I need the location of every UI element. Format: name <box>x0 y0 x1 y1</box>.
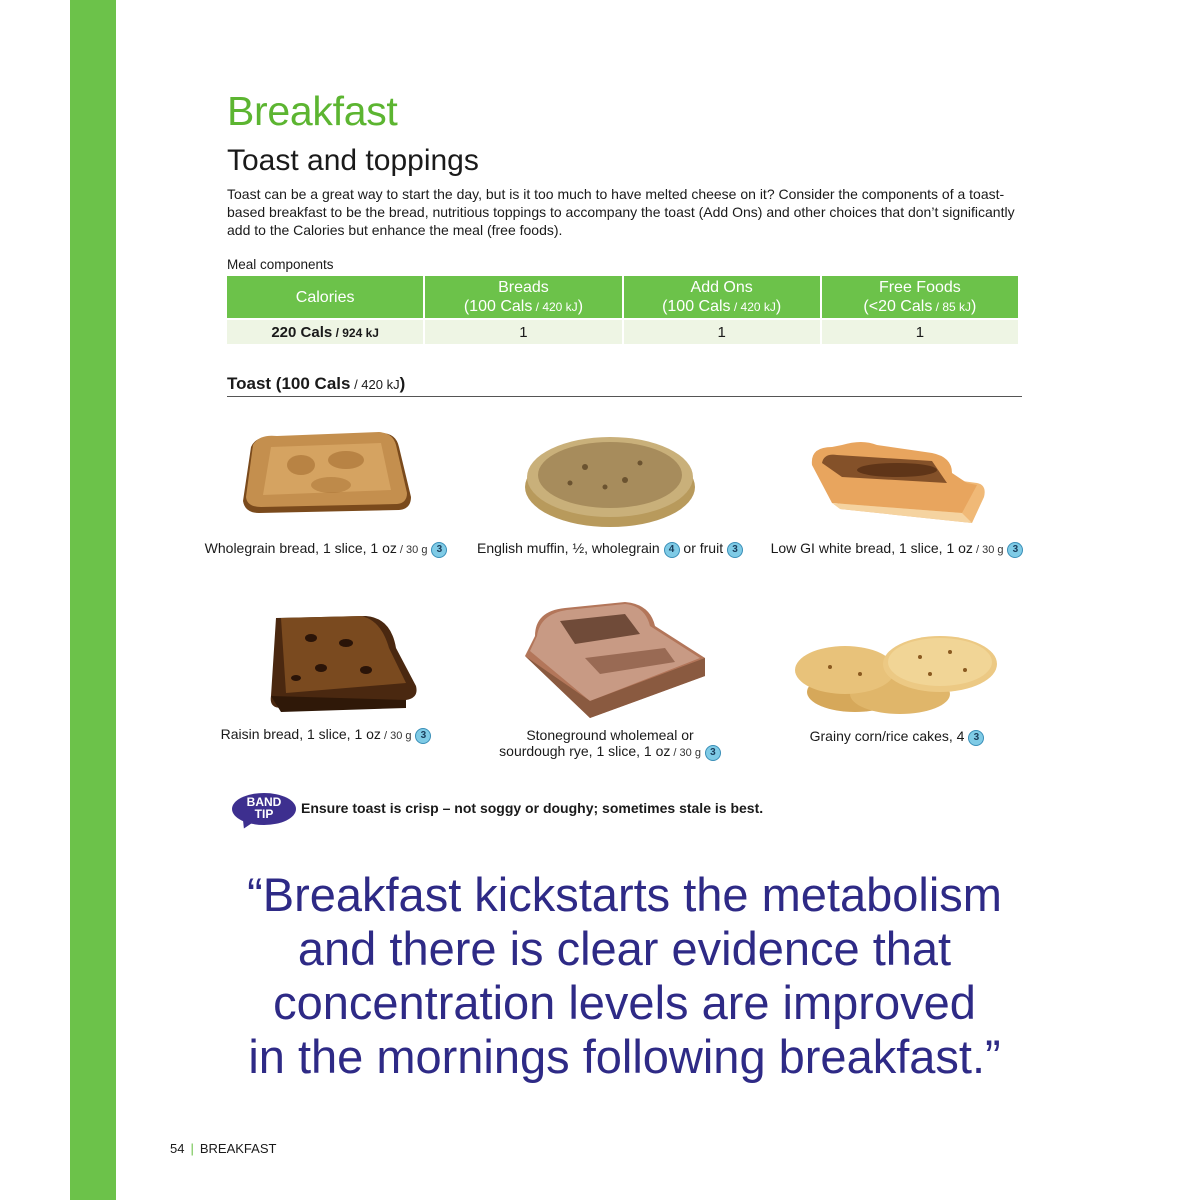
food-item-low-gi-white-bread <box>762 425 1032 558</box>
header-free-foods-cals: (<20 Cals <box>863 297 933 315</box>
header-add-ons-kj: / 420 kJ <box>730 299 776 314</box>
rice-cakes-name: Grainy corn/rice cakes, 4 <box>809 728 965 744</box>
portion-badge: 4 <box>664 542 680 558</box>
low-gi-name: Low GI white bread, 1 slice, 1 oz <box>770 540 973 556</box>
food-item-raisin-bread <box>196 608 456 744</box>
english-muffin-or-fruit: or fruit <box>679 540 724 556</box>
header-breads-close: ) <box>577 297 584 315</box>
quote-line-1: “Breakfast kickstarts the metabolism <box>247 868 1002 921</box>
raisin-weight: / 30 g <box>380 730 412 742</box>
pull-quote <box>227 868 1022 1084</box>
quote-line-2: and there is clear evidence that <box>297 922 952 975</box>
header-add-ons-cals: (100 Cals <box>662 297 731 315</box>
toast-heading-cals: Toast (100 Cals <box>227 374 351 393</box>
band-tip-text: Ensure toast is crisp – not soggy or doughy; sometimes stale is best. <box>301 800 764 816</box>
food-item-english-muffin <box>465 425 755 558</box>
wholemeal-weight: / 30 g <box>670 747 701 759</box>
table-header-row <box>227 276 1018 318</box>
wholegrain-name: Wholegrain bread, 1 slice, 1 oz <box>204 540 397 556</box>
header-breads <box>425 276 621 318</box>
portion-badge: 3 <box>727 542 743 558</box>
wholemeal-name-line1: Stoneground wholemeal or <box>526 727 694 743</box>
food-item-corn-rice-cakes <box>762 622 1032 746</box>
toast-heading-kj: / 420 kJ <box>350 377 400 392</box>
cell-calories-kj: / 924 kJ <box>332 325 379 340</box>
table-row <box>227 318 1018 344</box>
header-free-foods-close: ) <box>971 297 977 315</box>
english-muffin-caption <box>465 540 755 558</box>
rice-cakes-image <box>790 622 1005 722</box>
header-breads-label: Breads <box>498 278 549 296</box>
green-side-bar <box>70 0 116 1200</box>
band-tip-badge <box>232 793 296 825</box>
meal-components-table <box>225 276 1020 344</box>
portion-badge: 3 <box>705 745 721 761</box>
portion-badge: 3 <box>415 728 431 744</box>
wholegrain-caption <box>196 540 456 558</box>
header-free-foods-label: Free Foods <box>878 278 961 296</box>
low-gi-weight: / 30 g <box>972 544 1004 556</box>
intro-paragraph: Toast can be a great way to start the day, but is it too much to have melted cheese on it? Consider the components of a toast-based breakfast to be the bread, nutritious toppings to accompany the toast (Add Ons) and other choices that don’t significantly add to the Calories but enhance the meal (free foods). <box>227 186 1015 238</box>
toast-heading-close: ) <box>399 374 406 393</box>
header-free-foods <box>822 276 1018 318</box>
page-subtitle: Toast and toppings <box>227 144 479 177</box>
food-item-wholegrain-bread <box>196 425 456 558</box>
header-free-foods-kj: / 85 kJ <box>932 299 971 314</box>
portion-badge: 3 <box>431 542 447 558</box>
header-breads-cals: (100 Cals <box>463 297 533 315</box>
white-toast-image <box>802 425 992 530</box>
table-caption: Meal components <box>227 257 334 272</box>
wholegrain-toast-image <box>231 425 421 520</box>
cell-breads: 1 <box>425 318 621 344</box>
footer-section-name: BREAKFAST <box>199 1141 277 1156</box>
english-muffin-image <box>515 425 705 530</box>
footer-divider: | <box>190 1141 194 1156</box>
band-tip-label-line2: TIP <box>254 807 274 821</box>
header-calories <box>227 276 423 318</box>
toast-section-heading <box>227 374 1022 397</box>
raisin-name: Raisin bread, 1 slice, 1 oz <box>220 726 381 742</box>
quote-line-3: concentration levels are improved <box>273 976 976 1029</box>
raisin-toast-image <box>231 608 421 718</box>
rice-cakes-caption <box>762 728 1032 746</box>
wholemeal-name-line2: sourdough rye, 1 slice, 1 oz <box>499 743 671 759</box>
header-calories-label: Calories <box>295 288 355 306</box>
english-muffin-name: English muffin, ½, wholegrain <box>477 540 660 556</box>
portion-badge: 3 <box>968 730 984 746</box>
low-gi-caption <box>762 540 1032 558</box>
quote-line-4: in the mornings following breakfast.” <box>248 1030 1001 1083</box>
header-add-ons-close: ) <box>775 297 782 315</box>
wholegrain-weight: / 30 g <box>396 544 428 556</box>
header-add-ons-label: Add Ons <box>690 278 753 296</box>
wholemeal-toast-image <box>505 596 715 721</box>
page-number: 54 <box>170 1141 185 1156</box>
cell-calories-value: 220 Cals <box>271 323 333 341</box>
page-title: Breakfast <box>227 88 398 134</box>
portion-badge: 3 <box>1007 542 1023 558</box>
band-tip-label-line1: BAND <box>246 795 282 809</box>
wholemeal-caption <box>465 727 755 761</box>
cell-free-foods: 1 <box>822 318 1018 344</box>
cell-calories <box>227 318 423 344</box>
header-add-ons <box>624 276 820 318</box>
food-item-stoneground-wholemeal <box>465 596 755 761</box>
raisin-caption <box>196 726 456 744</box>
header-breads-kj: / 420 kJ <box>532 299 578 314</box>
cell-add-ons: 1 <box>624 318 820 344</box>
page-footer <box>170 1141 276 1156</box>
